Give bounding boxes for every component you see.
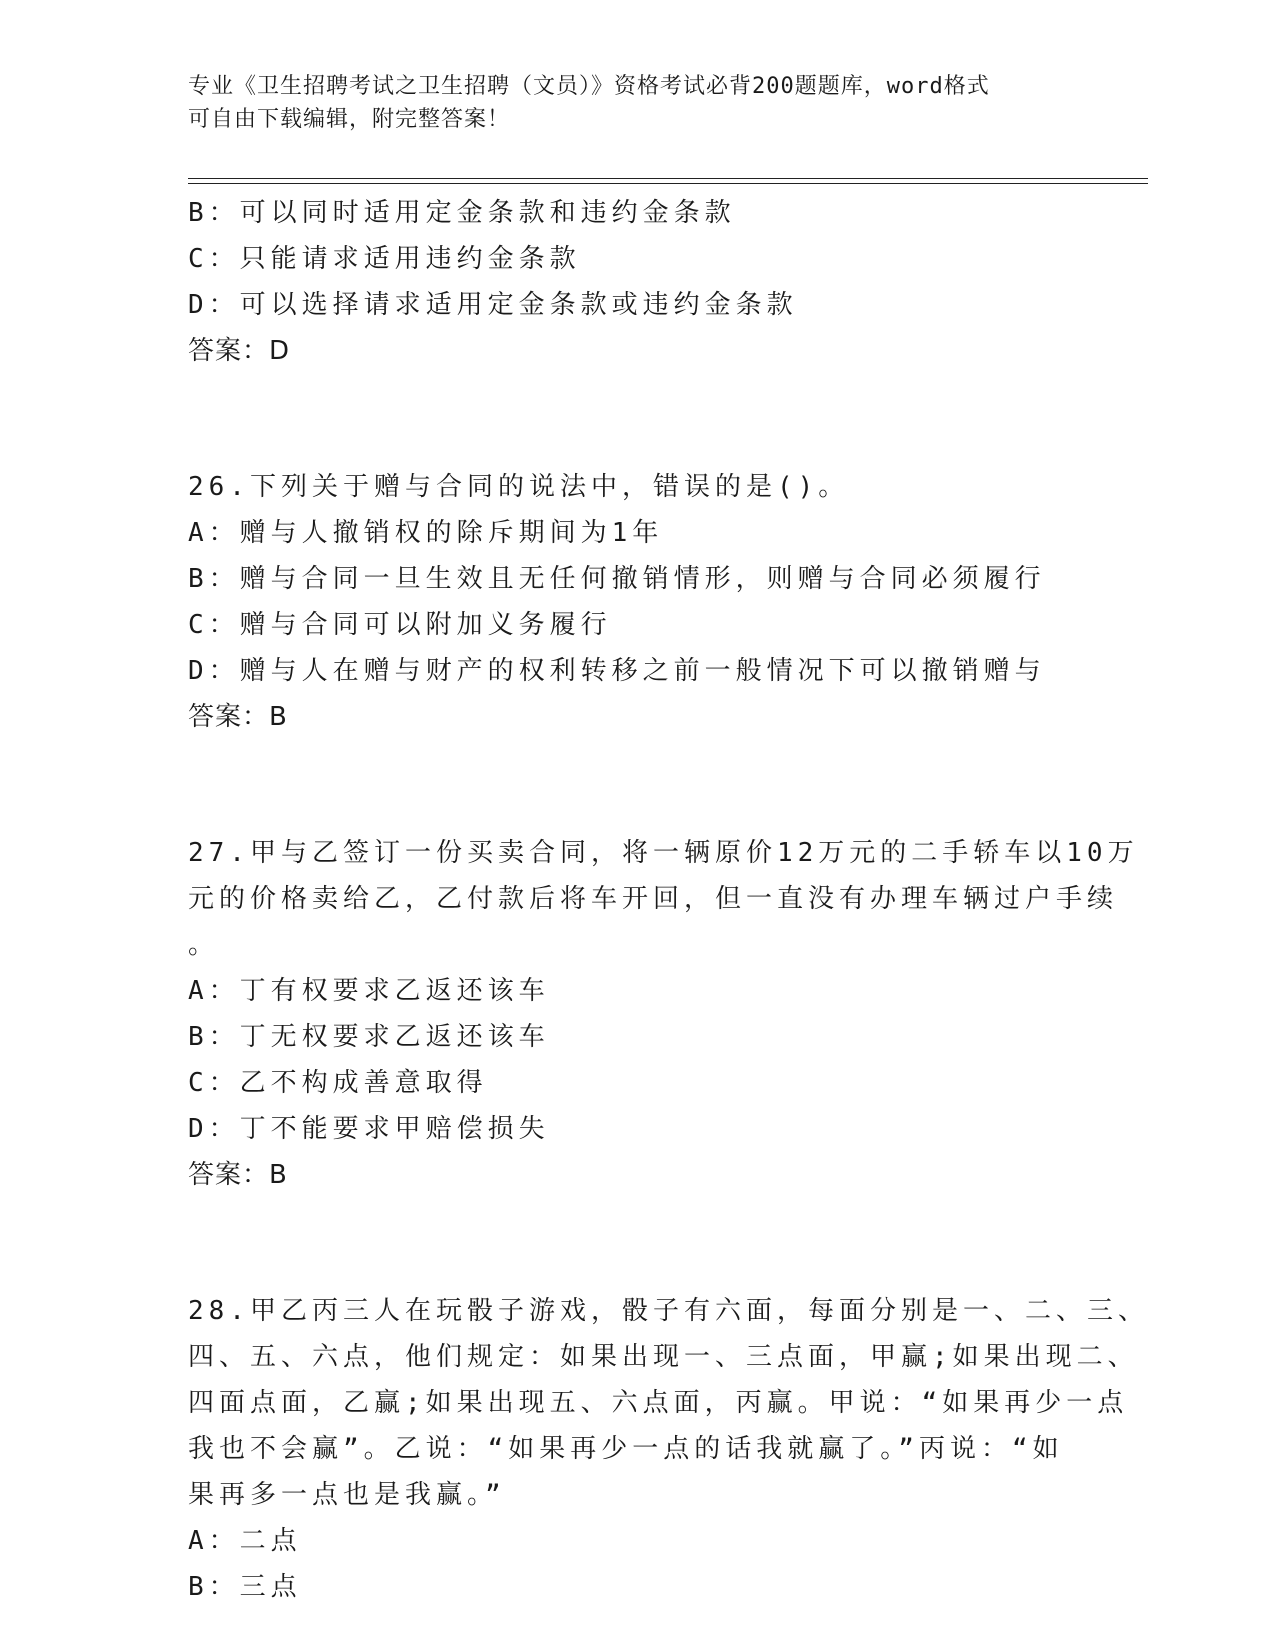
header-divider-bottom [188, 183, 1148, 184]
option-b: B：丁无权要求乙返还该车 [188, 1022, 550, 1052]
option-c: C：乙不构成善意取得 [188, 1068, 488, 1098]
question-stem: 26.下列关于赠与合同的说法中，错误的是()。 [188, 472, 850, 502]
answer-line: 答案：D [188, 336, 291, 366]
question-25 [188, 190, 1088, 374]
option-a: A：二点 [188, 1526, 302, 1556]
answer-line: 答案：B [188, 1160, 288, 1190]
question-stem-line: 元的价格卖给乙，乙付款后将车开回，但一直没有办理车辆过户手续 [188, 884, 1119, 914]
option-d: D：可以选择请求适用定金条款或违约金条款 [188, 290, 798, 320]
question-stem-line: 27.甲与乙签订一份买卖合同，将一辆原价12万元的二手轿车以10万 [188, 838, 1139, 868]
question-stem-line: 四、五、六点，他们规定：如果出现一、三点面，甲赢;如果出现二、 [188, 1342, 1139, 1372]
answer-line: 答案：B [188, 702, 288, 732]
option-a: A：丁有权要求乙返还该车 [188, 976, 550, 1006]
option-b: B：赠与合同一旦生效且无任何撤销情形，则赠与合同必须履行 [188, 564, 1046, 594]
question-27 [188, 830, 1139, 1198]
question-stem-line: 四面点面，乙赢;如果出现五、六点面，丙赢。甲说：“如果再少一点 [188, 1388, 1129, 1418]
question-26 [188, 464, 1088, 740]
option-d: D：丁不能要求甲赔偿损失 [188, 1114, 550, 1144]
option-c: C：赠与合同可以附加义务履行 [188, 610, 612, 640]
question-28 [188, 1288, 1149, 1610]
option-b: B：三点 [188, 1572, 302, 1602]
option-b: B：可以同时适用定金条款和违约金条款 [188, 198, 736, 228]
question-stem-line: 我也不会赢”。乙说：“如果再少一点的话我就赢了。”丙说：“如 [188, 1434, 1064, 1464]
spacer [188, 1198, 1088, 1288]
question-list [188, 190, 1149, 1610]
header-divider-top [188, 178, 1148, 179]
option-d: D：赠与人在赠与财产的权利转移之前一般情况下可以撤销赠与 [188, 656, 1046, 686]
header-title-line-1: 专业《卫生招聘考试之卫生招聘（文员）》资格考试必背200题题库，word格式 [188, 74, 990, 99]
question-stem-line: 28.甲乙丙三人在玩骰子游戏，骰子有六面，每面分别是一、二、三、 [188, 1296, 1149, 1326]
option-c: C：只能请求适用违约金条款 [188, 244, 581, 274]
spacer [188, 374, 1088, 464]
document-header [188, 70, 1088, 136]
option-a: A：赠与人撤销权的除斥期间为1年 [188, 518, 664, 548]
question-stem-line: 。 [188, 930, 220, 960]
question-stem-line: 果再多一点也是我赢。” [188, 1480, 506, 1510]
header-title-line-2: 可自由下载编辑，附完整答案！ [188, 107, 511, 132]
spacer [188, 740, 1088, 830]
